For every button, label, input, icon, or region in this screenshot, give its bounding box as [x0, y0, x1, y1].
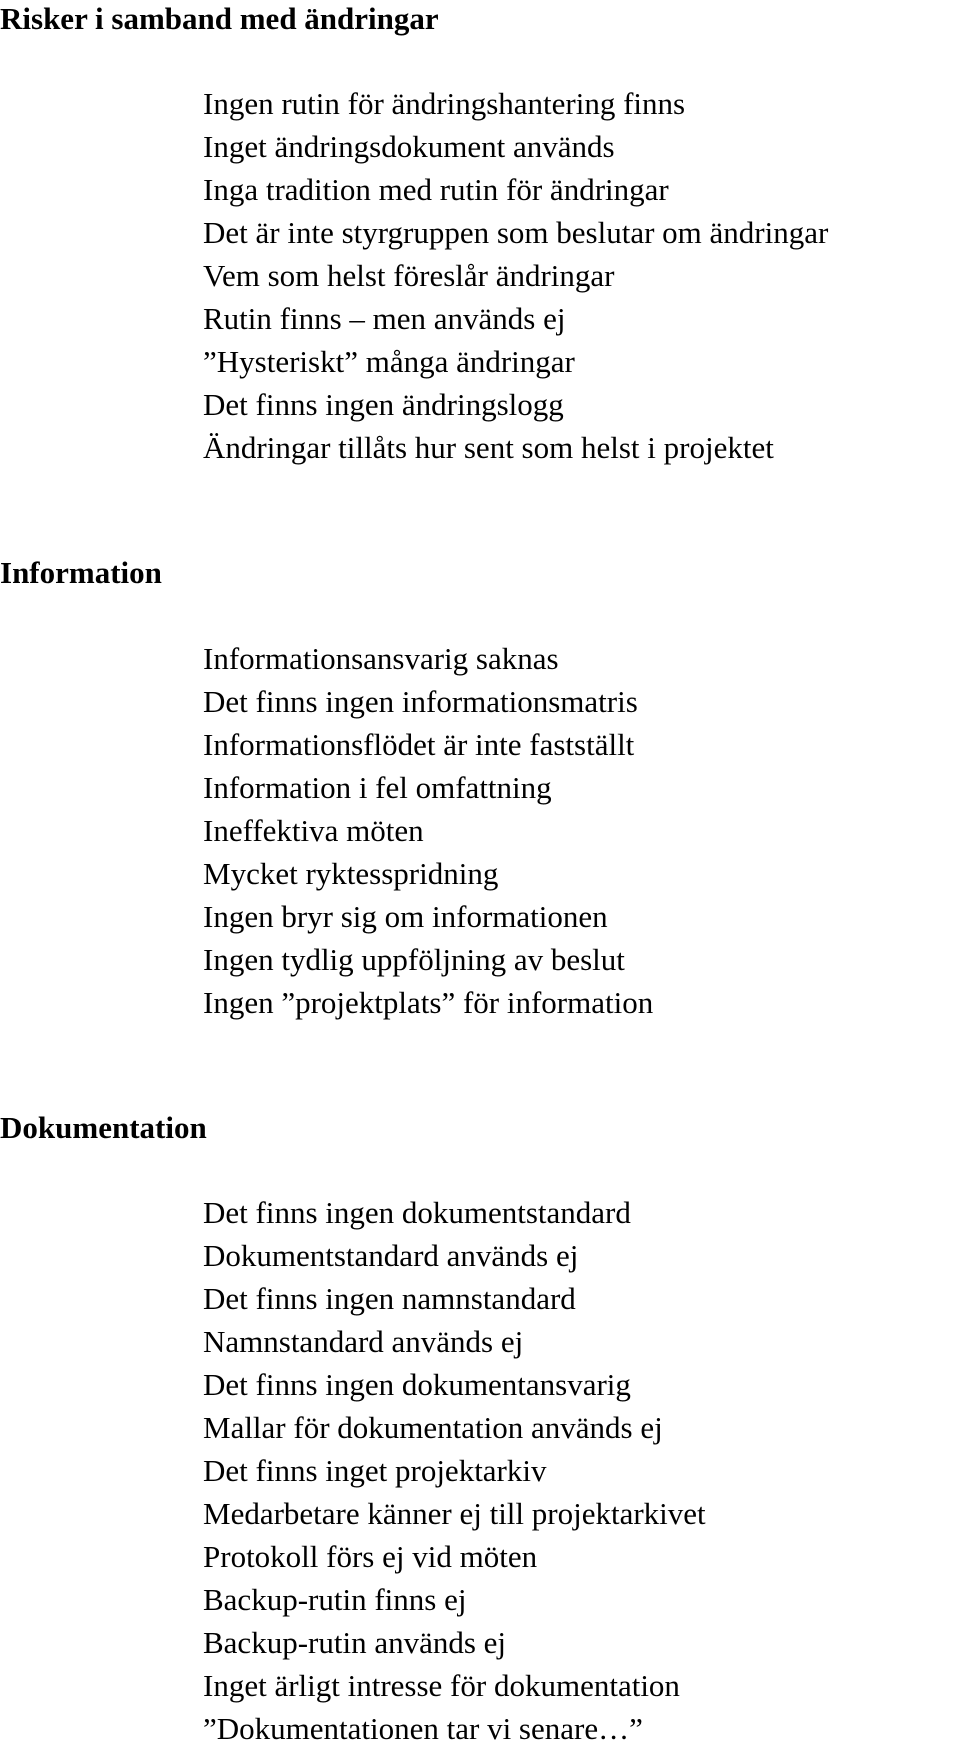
list-item: ”Hysteriskt” många ändringar [203, 344, 575, 379]
list-item: Inget ändringsdokument används [203, 129, 615, 164]
list-item: Medarbetare känner ej till projektarkivet [203, 1496, 706, 1531]
list-item: Ingen rutin för ändringshantering finns [203, 86, 686, 121]
list-item: Ingen tydlig uppföljning av beslut [203, 942, 625, 977]
list-item: Ingen ”projektplats” för information [203, 985, 654, 1020]
list-item: Mallar för dokumentation används ej [203, 1410, 663, 1445]
list-item: Det finns ingen dokumentstandard [203, 1195, 631, 1230]
list-item: Protokoll förs ej vid möten [203, 1539, 538, 1574]
list-item: Vem som helst föreslår ändringar [203, 258, 615, 293]
list-item: Backup-rutin finns ej [203, 1582, 467, 1617]
list-item: Namnstandard används ej [203, 1324, 524, 1359]
list-item: ”Dokumentationen tar vi senare…” [203, 1711, 643, 1746]
list-item: Det finns ingen informationsmatris [203, 684, 638, 719]
list-item: Inget ärligt intresse för dokumentation [203, 1668, 680, 1703]
list-item: Ineffektiva möten [203, 813, 424, 848]
risk-list-andringar [203, 82, 828, 469]
list-item: Inga tradition med rutin för ändringar [203, 172, 669, 207]
list-item: Det är inte styrgruppen som beslutar om ändringar [203, 215, 829, 250]
list-item: Informationsflödet är inte fastställt [203, 727, 635, 762]
list-item: Dokumentstandard används ej [203, 1238, 579, 1273]
list-item: Det finns ingen ändringslogg [203, 387, 564, 422]
list-item: Det finns inget projektarkiv [203, 1453, 547, 1488]
list-item: Ändringar tillåts hur sent som helst i projektet [203, 430, 774, 465]
list-item: Rutin finns – men används ej [203, 301, 566, 336]
list-item: Informationsansvarig saknas [203, 641, 559, 676]
risk-list-dokumentation [203, 1191, 706, 1750]
risk-list-information [203, 637, 653, 1024]
section-heading-andringar: Risker i samband med ändringar [0, 1, 439, 36]
list-item: Ingen bryr sig om informationen [203, 899, 608, 934]
list-item: Information i fel omfattning [203, 770, 552, 805]
list-item: Backup-rutin används ej [203, 1625, 507, 1660]
section-heading-information: Information [0, 555, 162, 590]
list-item: Mycket ryktesspridning [203, 856, 499, 891]
list-item: Det finns ingen dokumentansvarig [203, 1367, 631, 1402]
list-item: Det finns ingen namnstandard [203, 1281, 576, 1316]
section-heading-dokumentation: Dokumentation [0, 1110, 207, 1145]
